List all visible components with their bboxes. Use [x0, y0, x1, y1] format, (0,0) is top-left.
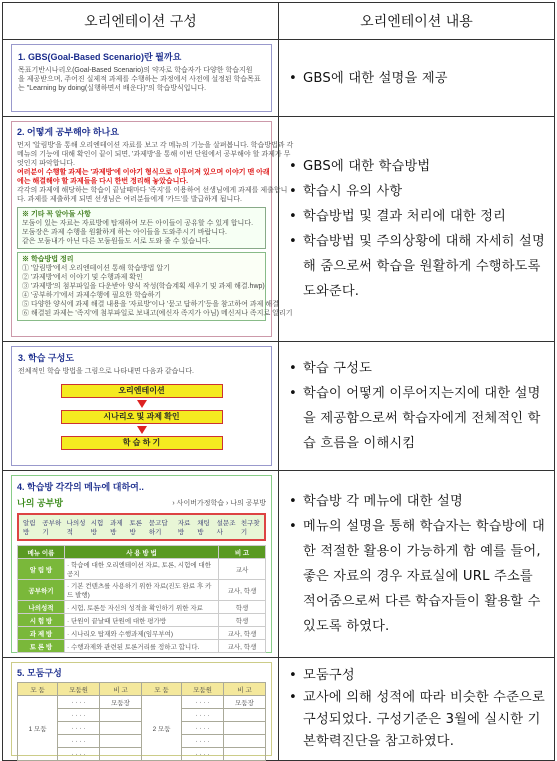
menu-note: 교사 — [219, 559, 266, 580]
thumb-cell — [3, 342, 279, 471]
thumb-line: 전체적인 학습 방법을 그림으로 나타내면 다음과 같습니다. — [18, 368, 194, 375]
menu-table-head-cell: 사 용 방 법 — [65, 546, 219, 559]
member-cell: · · · · — [182, 722, 224, 735]
menu-name: 나의성적 — [18, 601, 65, 614]
site-header — [17, 496, 266, 509]
bullet-list — [289, 665, 550, 753]
flow-step-orientation: 오리엔테이션 — [61, 384, 223, 398]
member-cell: · · · · — [182, 709, 224, 722]
member-cell: · · · · — [182, 735, 224, 748]
content-cell — [279, 471, 555, 658]
group-head-cell: 비 고 — [224, 683, 266, 696]
menu-item: 설문조사 — [216, 520, 236, 536]
group-note-empty — [224, 735, 266, 748]
group-row — [18, 696, 266, 709]
bullet-item: • 학습방 각 메뉴에 대한 설명 — [289, 489, 550, 514]
row-study-method — [3, 117, 555, 342]
menu-table-head-cell: 비 고 — [219, 546, 266, 559]
menu-item: 나의성적 — [66, 520, 86, 536]
member-cell: · · · · — [58, 696, 100, 709]
group-head-cell: 모 둠 — [141, 683, 181, 696]
content-cell — [279, 342, 555, 471]
group-head-cell: 모둠원 — [182, 683, 224, 696]
bullet-item: • 학습시 유의 사항 — [289, 179, 550, 204]
bullet-item: • 교사에 의해 성적에 따라 비슷한 수준으로 구성되었다. 구성기준은 3월에 실시한 기본학력진단을 참고하였다. — [289, 687, 550, 753]
row-groups — [3, 658, 555, 761]
menu-table-row — [18, 559, 266, 580]
group-note-empty — [224, 748, 266, 761]
orientation-table — [2, 2, 555, 761]
row-structure — [3, 342, 555, 471]
header-row — [3, 3, 555, 40]
notice-line: 모둠이 있는 자료는 자료방에 탑재하여 모든 아이들이 공유할 수 있게 합니다. — [22, 220, 254, 227]
menu-item: 시험방 — [90, 520, 104, 536]
group-name: 2 모둠 — [141, 696, 181, 761]
gbs-screenshot — [11, 44, 272, 112]
group-note-empty — [100, 735, 142, 748]
breadcrumb: › 사이버가정학습 › 나의 공부방 — [172, 499, 266, 507]
group-note: 모둠장 — [224, 696, 266, 709]
menu-usage: · 학습에 대한 오리엔테이션 자료, 토론, 시험에 대한 공지 — [65, 559, 219, 580]
menu-note: 학생 — [219, 614, 266, 627]
member-cell: · · · · — [58, 748, 100, 761]
summary-line: ② '과제방'에서 이야기 및 수행과제 확인 — [22, 274, 143, 281]
thumb-cell — [3, 40, 279, 117]
menu-usage: · 수행과제와 관련된 토론거리를 정하고 합니다. — [65, 640, 219, 653]
thumb-line: 목표기반시나리오(Goal-Based Scenario)의 약자로 학습자가 다양한 학습지원 — [18, 67, 253, 74]
summary-line: ⑥ 해결된 과제는 '족지'에 첨부파일로 보내고(예신자 족지가 아님) 메신저나 족지로 알리기 — [22, 310, 293, 317]
notice-box-title: ※ 기타 꼭 알아둘 사항 — [22, 211, 91, 218]
bullet-item: • 학습 구성도 — [289, 356, 550, 381]
bullet-list — [289, 356, 550, 456]
thumb-cell — [3, 471, 279, 658]
thumb-line: 다. 과제를 제출하게 되면 선생님은 여러분들에게 '카드'를 발급하게 됩니다. — [17, 196, 242, 203]
menu-table — [17, 545, 266, 653]
menu-note: 교사, 학생 — [219, 580, 266, 601]
site-title: 나의 공부방 — [17, 498, 63, 508]
member-cell: · · · · — [182, 696, 224, 709]
bullet-item: • 학습이 어떻게 이루어지는지에 대한 설명을 제공함으로써 학습자에게 전체적인 학습 흐름을 이해시킴 — [289, 381, 550, 456]
thumb-line-highlight: 에는 해결해야 할 과제들을 다시 한번 정리해 놓았습니다. — [17, 178, 189, 185]
menu-table-head-cell: 메뉴 이름 — [18, 546, 65, 559]
menu-name: 과 제 방 — [18, 627, 65, 640]
menu-usage: · 단원이 끝날때 단원에 대한 평가방 — [65, 614, 219, 627]
thumb-line: 는 "Learning by doing(실행하면서 배운다)"의 학습방식입니다. — [18, 85, 207, 92]
member-cell: · · · · — [58, 722, 100, 735]
bullet-list — [289, 154, 550, 304]
menu-usage: · 기본 컨텐츠를 사용하기 위한 자료(진도 완료 후 카드 발행) — [65, 580, 219, 601]
content-cell — [279, 658, 555, 761]
row-gbs — [3, 40, 555, 117]
menu-name: 알 림 방 — [18, 559, 65, 580]
group-head-cell: 모 둠 — [18, 683, 58, 696]
flow-step-scenario: 시나리오 및 과제 확인 — [61, 410, 223, 424]
group-table-header — [18, 683, 266, 696]
bullet-item: • 모둠구성 — [289, 665, 550, 687]
menu-table-row — [18, 601, 266, 614]
thumb-cell — [3, 117, 294, 342]
thumb-title: 5. 모둠구성 — [17, 668, 62, 678]
group-head-cell: 모둠원 — [58, 683, 100, 696]
menu-name: 시 험 방 — [18, 614, 65, 627]
summary-box — [17, 252, 293, 321]
thumb-line: 을 제공받으며, 주어진 실제적 과제를 수행하는 과정에서 사전에 설정된 학습목표 — [18, 76, 261, 83]
menus-screenshot — [11, 475, 272, 653]
thumb-line: 엇인지 파악합니다. — [17, 160, 75, 167]
menu-item: 자료방 — [177, 520, 191, 536]
thumb-cell — [3, 658, 279, 761]
bullet-list — [289, 489, 550, 639]
thumb-line-highlight: 여러분이 수행할 과제는 '과제방'에 이야기 형식으로 이루어져 있으며 이야기 맨 아래 — [17, 169, 270, 176]
thumb-title: 2. 어떻게 공부해야 하나요 — [17, 127, 119, 137]
thumb-line: 먼저 '알림방'을 통해 오리엔테이션 자료를 보고 각 메뉴의 기능을 살펴봅니다. 학습방법과 각 — [17, 142, 294, 149]
summary-line: ③ '과제방'의 첨부파일을 다운받아 양식 작성(학습계획 세우기 및 과제 해결.hwp) — [22, 283, 265, 290]
menu-item: 묻고답하기 — [148, 520, 168, 536]
group-name: 1 모둠 — [18, 696, 58, 761]
summary-line: ① '알림방'에서 오리엔테이션 통해 학습방법 알기 — [22, 265, 170, 272]
menu-note: 교사, 학생 — [219, 627, 266, 640]
notice-line: 같은 모둠내가 아닌 다른 모둠원들도 서로 도와 줄 수 있습니다. — [22, 238, 211, 245]
bullet-item: • 메뉴의 설명을 통해 학습자는 학습방에 대한 적절한 활용이 가능하게 함 예를 들어, 좋은 자료의 경우 자료실에 URL 주소를 적어줌으로써 다른 학습자들이 활용할 수 있도록 하였다. — [289, 514, 550, 639]
member-cell: · · · · — [58, 709, 100, 722]
thumb-line: 각각의 과제에 해당하는 학습이 끝날때마다 '족지'를 이용하여 선생님에게 과제를 제출합니 — [17, 187, 288, 194]
menu-table-header — [18, 546, 266, 559]
summary-box-title: ※ 학습방법 정리 — [22, 256, 74, 263]
menu-note: 학생 — [219, 601, 266, 614]
menu-usage: · 시험, 토론등 자신의 성적을 확인하기 위한 자료 — [65, 601, 219, 614]
row-menus — [3, 471, 555, 658]
thumb-title: 4. 학습방 각각의 메뉴에 대하여.. — [17, 482, 144, 492]
study-method-screenshot — [11, 121, 294, 337]
member-cell: · · · · — [182, 748, 224, 761]
notice-line: 모둠장은 과제 수행을 원활하게 하는 아이들을 도와주시기 바랍니다. — [22, 229, 227, 236]
menu-item: 토론방 — [129, 520, 143, 536]
content-cell — [279, 117, 555, 342]
group-note-empty — [100, 748, 142, 761]
bullet-item: • 학습방법 및 결과 처리에 대한 정리 — [289, 204, 550, 229]
bullet-item: • 학습방법 및 주의상황에 대해 자세히 설명해 줌으로써 학습을 원활하게 수행하도록 도와준다. — [289, 229, 550, 304]
menu-item: 공부하기 — [42, 520, 62, 536]
group-note: 모둠장 — [100, 696, 142, 709]
content-cell — [279, 40, 555, 117]
menu-table-row — [18, 640, 266, 653]
menu-bar — [17, 513, 266, 541]
menu-item: 채팅방 — [197, 520, 210, 536]
notice-box — [17, 207, 266, 249]
menu-note: 교사, 학생 — [219, 640, 266, 653]
structure-screenshot — [11, 346, 272, 466]
menu-usage: · 시나리오 탑재와 수행과제(임무부여) — [65, 627, 219, 640]
group-note-empty — [100, 709, 142, 722]
menu-item: 친구찾기 — [240, 520, 260, 536]
thumb-title: 3. 학습 구성도 — [18, 353, 74, 363]
group-head-cell: 비 고 — [100, 683, 142, 696]
menu-name: 토 론 방 — [18, 640, 65, 653]
menu-table-row — [18, 627, 266, 640]
member-cell: · · · · — [58, 735, 100, 748]
flow-arrow-icon — [137, 426, 147, 434]
header-col2: 오리엔테이션 내용 — [279, 3, 555, 40]
menu-name: 공부하기 — [18, 580, 65, 601]
flow-step-study: 학 습 하 기 — [61, 436, 223, 450]
group-note-empty — [224, 709, 266, 722]
groups-screenshot — [11, 662, 272, 756]
group-note-empty — [100, 722, 142, 735]
menu-table-row — [18, 614, 266, 627]
flow-arrow-icon — [137, 400, 147, 408]
bullet-list — [289, 66, 550, 91]
menu-item: 과제방 — [110, 520, 123, 536]
thumb-title: 1. GBS(Goal-Based Scenario)란 뭘까요 — [18, 52, 182, 62]
group-table — [17, 682, 266, 761]
group-note-empty — [224, 722, 266, 735]
bullet-item: • GBS에 대한 학습방법 — [289, 154, 550, 179]
summary-line: ④ '공부하기'에서 과제수행에 필요한 학습하기 — [22, 292, 162, 299]
flow-diagram — [18, 384, 265, 450]
menu-item: 알림방 — [23, 520, 36, 536]
summary-line: ⑤ 다양한 양식에 과제 해결 내용을 '자료방'이나 '묻고 답하기'등을 참고하여 과제 해결 — [22, 301, 279, 308]
menu-table-row — [18, 580, 266, 601]
thumb-line: 메뉴의 기능에 대해 확인이 끝이 되면, '과제방'을 통해 이번 단원에서 공부해야 할 과제가 무 — [17, 151, 291, 158]
header-col1: 오리엔테이션 구성 — [3, 3, 279, 40]
bullet-item: • GBS에 대한 설명을 제공 — [289, 66, 550, 91]
